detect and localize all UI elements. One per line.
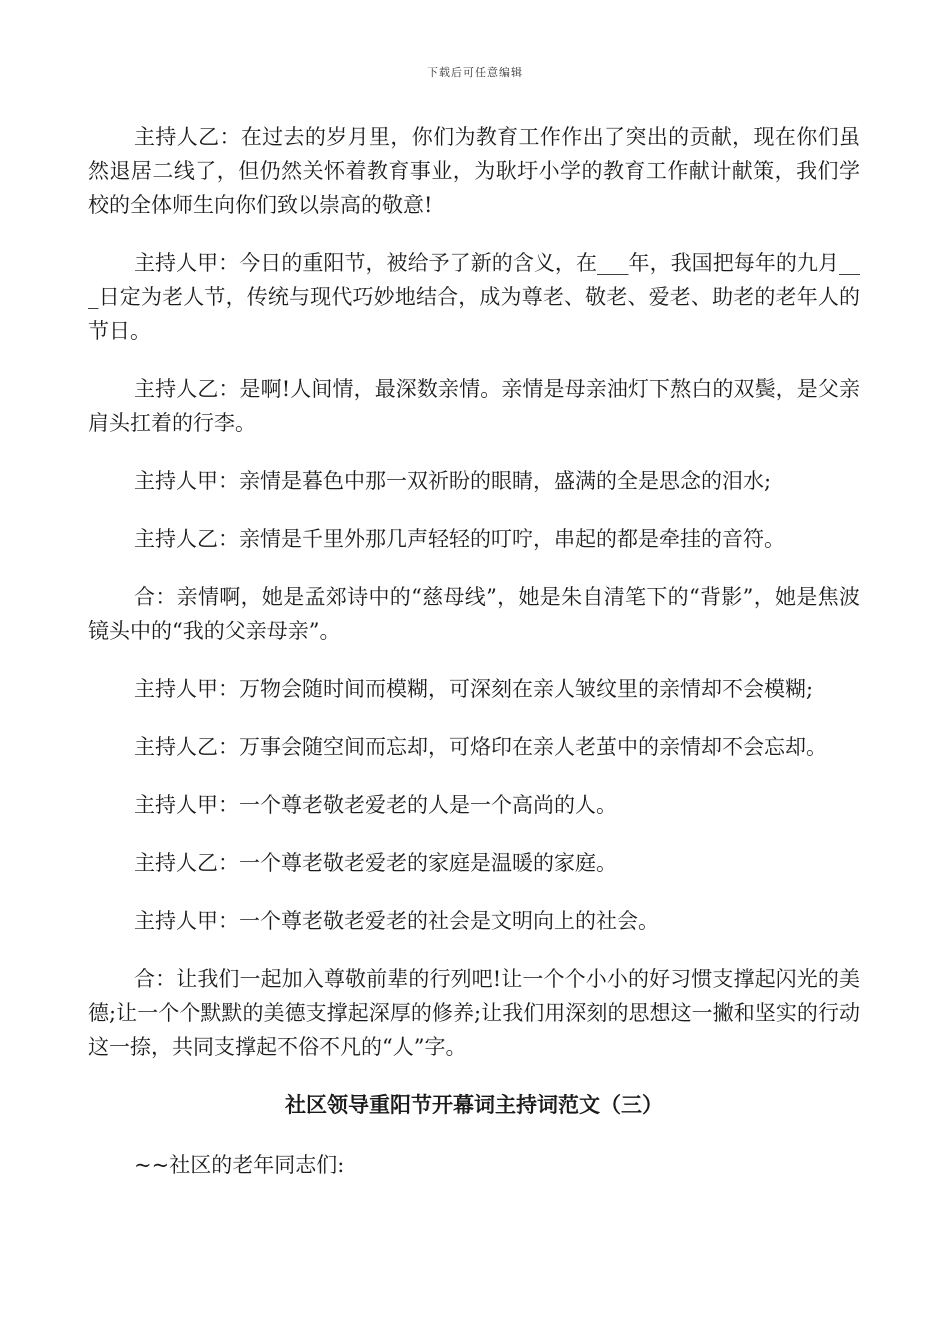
paragraph: 主持人乙：亲情是千里外那几声轻轻的叮咛，串起的都是牵挂的音符。 (134, 527, 785, 551)
greeting-line: ~~社区的老年同志们: (134, 1153, 345, 1177)
paragraph: 主持人乙：是啊!人间情，最深数亲情。亲情是母亲油灯下熬白的双鬓，是父亲肩头扛着的行李。 (88, 377, 860, 435)
paragraph: 合：让我们一起加入尊敬前辈的行列吧!让一个个小小的好习惯支撑起闪光的美德;让一个个默默的美德支撑起深厚的修养;让我们用深刻的思想这一撇和坚实的行动这一捺，共同支撑起不俗不凡的“人”字。 (88, 967, 860, 1059)
paragraph: 主持人乙：在过去的岁月里，你们为教育工作作出了突出的贡献，现在你们虽然退居二线了，但仍然关怀着教育事业，为耿圩小学的教育工作献计献策，我们学校的全体师生向你们致以崇高的敬意! (88, 125, 860, 217)
header-note: 下载后可任意编辑 (427, 66, 523, 79)
paragraph: 合：亲情啊，她是孟郊诗中的“慈母线”，她是朱自清笔下的“背影”，她是焦波镜头中的“我的父亲母亲”。 (88, 585, 860, 643)
paragraph: 主持人甲：万物会随时间而模糊，可深刻在亲人皱纹里的亲情却不会模糊; (134, 677, 814, 701)
section-heading: 社区领导重阳节开幕词主持词范文（三） (285, 1093, 663, 1117)
paragraph: 主持人甲：今日的重阳节，被给予了新的含义，在___年，我国把每年的九月___日定为老人节，传统与现代巧妙地结合，成为尊老、敬老、爱老、助老的老年人的节日。 (88, 251, 860, 343)
paragraph: 主持人甲：一个尊老敬老爱老的社会是文明向上的社会。 (134, 909, 659, 933)
paragraph: 主持人乙：一个尊老敬老爱老的家庭是温暖的家庭。 (134, 851, 617, 875)
paragraph: 主持人甲：一个尊老敬老爱老的人是一个高尚的人。 (134, 793, 617, 817)
paragraph: 主持人乙：万事会随空间而忘却，可烙印在亲人老茧中的亲情却不会忘却。 (134, 735, 827, 759)
document-body (88, 120, 860, 1206)
paragraph: 主持人甲：亲情是暮色中那一双祈盼的眼睛，盛满的全是思念的泪水; (134, 469, 772, 493)
